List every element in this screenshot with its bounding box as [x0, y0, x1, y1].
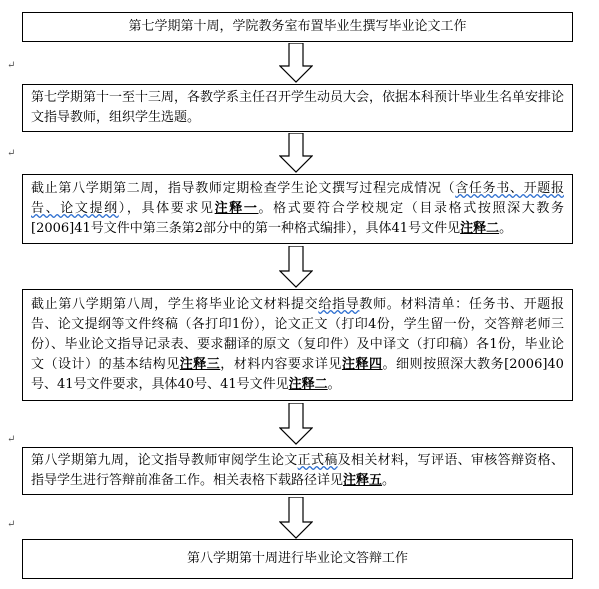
note-5-link[interactable]: 注释五 — [343, 473, 383, 488]
flow-step-5-box — [22, 447, 573, 495]
flow-step-2-text: 第七学期第十一至十三周，各教学系主任召开学生动员大会，依据本科预计毕业生名单安排论文指导教师，组织学生选题。 — [31, 90, 565, 125]
note-2-link[interactable]: 注释二 — [460, 221, 500, 236]
flow-step-3-text — [23, 175, 572, 239]
flow-step-5-part-3: 。 — [382, 473, 396, 488]
flow-step-3-box — [22, 174, 573, 244]
note-1-link[interactable]: 注释一 — [214, 201, 259, 216]
arrow-down-2 — [279, 133, 313, 173]
flow-step-4-part-1: 截止第八学期第八周，学生将毕业论文材料提交 — [31, 297, 319, 312]
flow-step-6-box — [22, 539, 573, 579]
flow-step-3-part-4: 。 — [499, 221, 513, 236]
arrow-down-5 — [279, 497, 313, 539]
flow-step-3-checked-items: 含任务书、开题报告、论文提纲 — [31, 181, 564, 216]
flow-step-4-text — [23, 290, 572, 395]
flow-step-3-part-3: 。格式要符合学校规定（目录格式按照深大教务[2006]41号文件中第三条第2部分中的第一种格式编排），具体41号文件见 — [31, 201, 564, 236]
flow-step-4-box — [22, 289, 573, 401]
flow-step-5-part-1: 第八学期第九周，论文指导教师审阅学生论文 — [31, 453, 298, 468]
arrow-down-1 — [279, 43, 313, 83]
paragraph-mark-4: ↵ — [7, 519, 16, 530]
arrow-down-4 — [279, 403, 313, 445]
flow-step-4-part-3: ，材料内容要求详见 — [220, 357, 342, 372]
flow-step-3-part-2: ），具体要求见 — [118, 201, 215, 216]
flow-step-1-text: 第七学期第十周，学院教务室布置毕业生撰写毕业论文工作 — [128, 19, 467, 34]
flow-step-4-to-advisor: 给指导 — [318, 297, 360, 312]
paragraph-mark-1: ↵ — [7, 60, 16, 71]
flow-step-5-part-2: 及相关材料，写评语、审核答辩资格、指导学生进行答辩前准备工作。相关表格下载路径详见 — [31, 453, 564, 488]
flow-step-4-part-4: 。细则按照深大教务[2006]40号、41号文件要求，具体40号、41号文件见 — [31, 357, 564, 392]
arrow-down-3 — [279, 246, 313, 288]
note-3-link[interactable]: 注释三 — [179, 357, 221, 372]
flow-step-4-part-5: 。 — [327, 377, 341, 392]
flow-step-5-text — [23, 448, 572, 491]
note-2-link-repeat[interactable]: 注释二 — [288, 377, 328, 392]
flow-step-1-box — [22, 12, 573, 42]
paragraph-mark-2: ↵ — [7, 148, 16, 159]
paragraph-mark-3: ↵ — [7, 434, 16, 445]
flow-step-4-part-2: 教师。材料清单：任务书、开题报告、论文提纲等文件终稿（各打印1份），论文正文（打印4份，学生留一份，交答辩老师三份）、毕业论文指导记录表、要求翻译的原文（复印件）及中译文（打印稿）各1份，毕业论文（设计）的基本结构见 — [31, 297, 564, 372]
flow-step-2-box — [22, 84, 573, 132]
note-4-link[interactable]: 注释四 — [341, 357, 383, 372]
flow-step-5-final-draft: 正式稿 — [297, 453, 338, 468]
flow-step-6-text: 第八学期第十周进行毕业论文答辩工作 — [186, 551, 408, 566]
flow-step-3-part-1: 截止第八学期第二周，指导教师定期检查学生论文撰写过程完成情况（ — [31, 181, 456, 196]
